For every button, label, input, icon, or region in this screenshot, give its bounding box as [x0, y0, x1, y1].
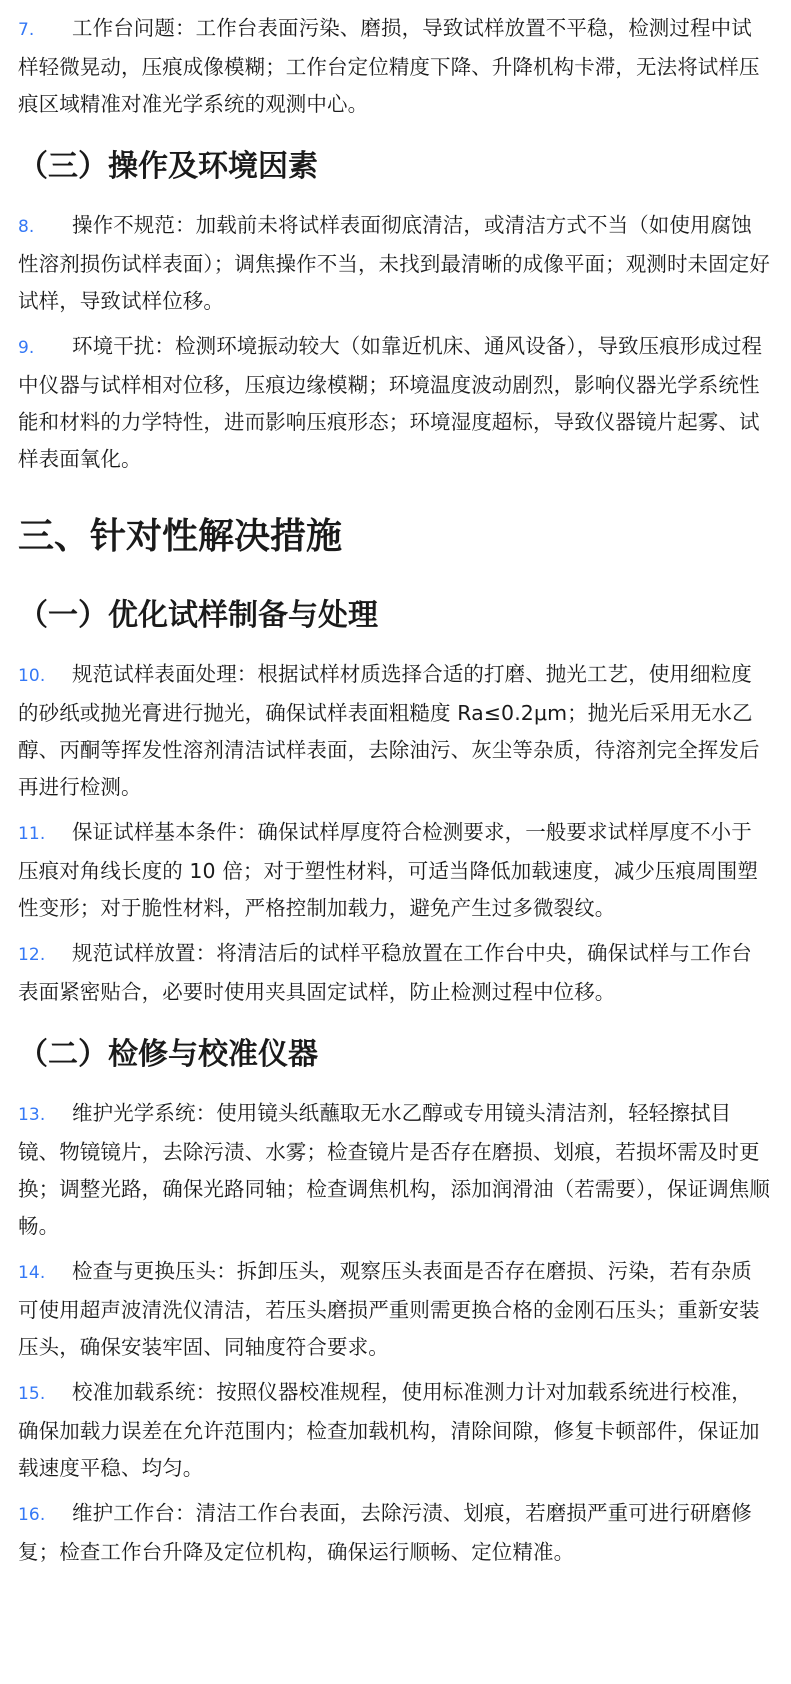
list-item-text: 工作台问题：工作台表面污染、磨损，导致试样放置不平稳，检测过程中试样轻微晃动，压痕成像模糊；工作台定位精度下降、升降机构卡滞，无法将试样压痕区域精准对准光学系统的观测中心。 [18, 16, 760, 116]
list-number: 14. [18, 1263, 46, 1283]
list-item-text: 环境干扰：检测环境振动较大（如靠近机床、通风设备），导致压痕形成过程中仪器与试样相对位移，压痕边缘模糊；环境温度波动剧烈，影响仪器光学系统性能和材料的力学特性，进而影响压痕形态；环境湿度超标，导致仪器镜片起雾、试样表面氧化。 [18, 334, 763, 471]
list-item-text: 保证试样基本条件：确保试样厚度符合检测要求，一般要求试样厚度不小于压痕对角线长度的 10 倍；对于塑性材料，可适当降低加载速度，减少压痕周围塑性变形；对于脆性材料，严格控制加载力，避免产生过多微裂纹。 [18, 820, 758, 920]
list-item-10 [18, 656, 771, 806]
list-item-text: 维护工作台：清洁工作台表面，去除污渍、划痕，若磨损严重可进行研磨修复；检查工作台升降及定位机构，确保运行顺畅、定位精准。 [18, 1501, 752, 1564]
main-heading-solutions: 三、针对性解决措施 [18, 516, 343, 557]
list-item-text: 维护光学系统：使用镜头纸蘸取无水乙醇或专用镜头清洁剂，轻轻擦拭目镜、物镜镜片，去除污渍、水雾；检查镜片是否存在磨损、划痕，若损坏需及时更换；调整光路，确保光路同轴；检查调焦机构，添加润滑油（若需要），保证调焦顺畅。 [18, 1101, 770, 1238]
list-number: 10. [18, 666, 46, 686]
list-number: 9. [18, 338, 35, 358]
list-item-9 [18, 328, 771, 478]
list-item-16 [18, 1495, 771, 1571]
section-heading-operation-environment: （三）操作及环境因素 [18, 149, 318, 184]
list-number: 12. [18, 945, 46, 965]
list-item-11 [18, 814, 771, 927]
section-heading-instrument-repair: （二）检修与校准仪器 [18, 1037, 318, 1072]
list-item-15 [18, 1374, 771, 1487]
list-item-7 [18, 10, 771, 123]
list-number: 16. [18, 1505, 46, 1525]
section-heading-sample-prep: （一）优化试样制备与处理 [18, 598, 378, 633]
list-item-12 [18, 935, 771, 1011]
list-item-text: 检查与更换压头：拆卸压头，观察压头表面是否存在磨损、污染，若有杂质可使用超声波清洗仪清洁，若压头磨损严重则需更换合格的金刚石压头；重新安装压头，确保安装牢固、同轴度符合要求。 [18, 1259, 760, 1359]
list-number: 15. [18, 1384, 46, 1404]
list-number: 11. [18, 824, 46, 844]
list-item-text: 校准加载系统：按照仪器校准规程，使用标准测力计对加载系统进行校准，确保加载力误差在允许范围内；检查加载机构，清除间隙，修复卡顿部件，保证加载速度平稳、均匀。 [18, 1380, 760, 1480]
list-item-13 [18, 1095, 771, 1245]
list-item-14 [18, 1253, 771, 1366]
list-number: 13. [18, 1105, 46, 1125]
list-item-text: 规范试样表面处理：根据试样材质选择合适的打磨、抛光工艺，使用细粒度的砂纸或抛光膏进行抛光，确保试样表面粗糙度 Ra≤0.2μm；抛光后采用无水乙醇、丙酮等挥发性溶剂清洁试样表面，去除油污、灰尘等杂质，待溶剂完全挥发后再进行检测。 [18, 662, 760, 799]
list-item-8 [18, 207, 771, 320]
list-item-text: 操作不规范：加载前未将试样表面彻底清洁，或清洁方式不当（如使用腐蚀性溶剂损伤试样表面）；调焦操作不当，未找到最清晰的成像平面；观测时未固定好试样，导致试样位移。 [18, 213, 770, 313]
list-number: 8. [18, 217, 35, 237]
list-number: 7. [18, 20, 35, 40]
list-item-text: 规范试样放置：将清洁后的试样平稳放置在工作台中央，确保试样与工作台表面紧密贴合，必要时使用夹具固定试样，防止检测过程中位移。 [18, 941, 752, 1004]
